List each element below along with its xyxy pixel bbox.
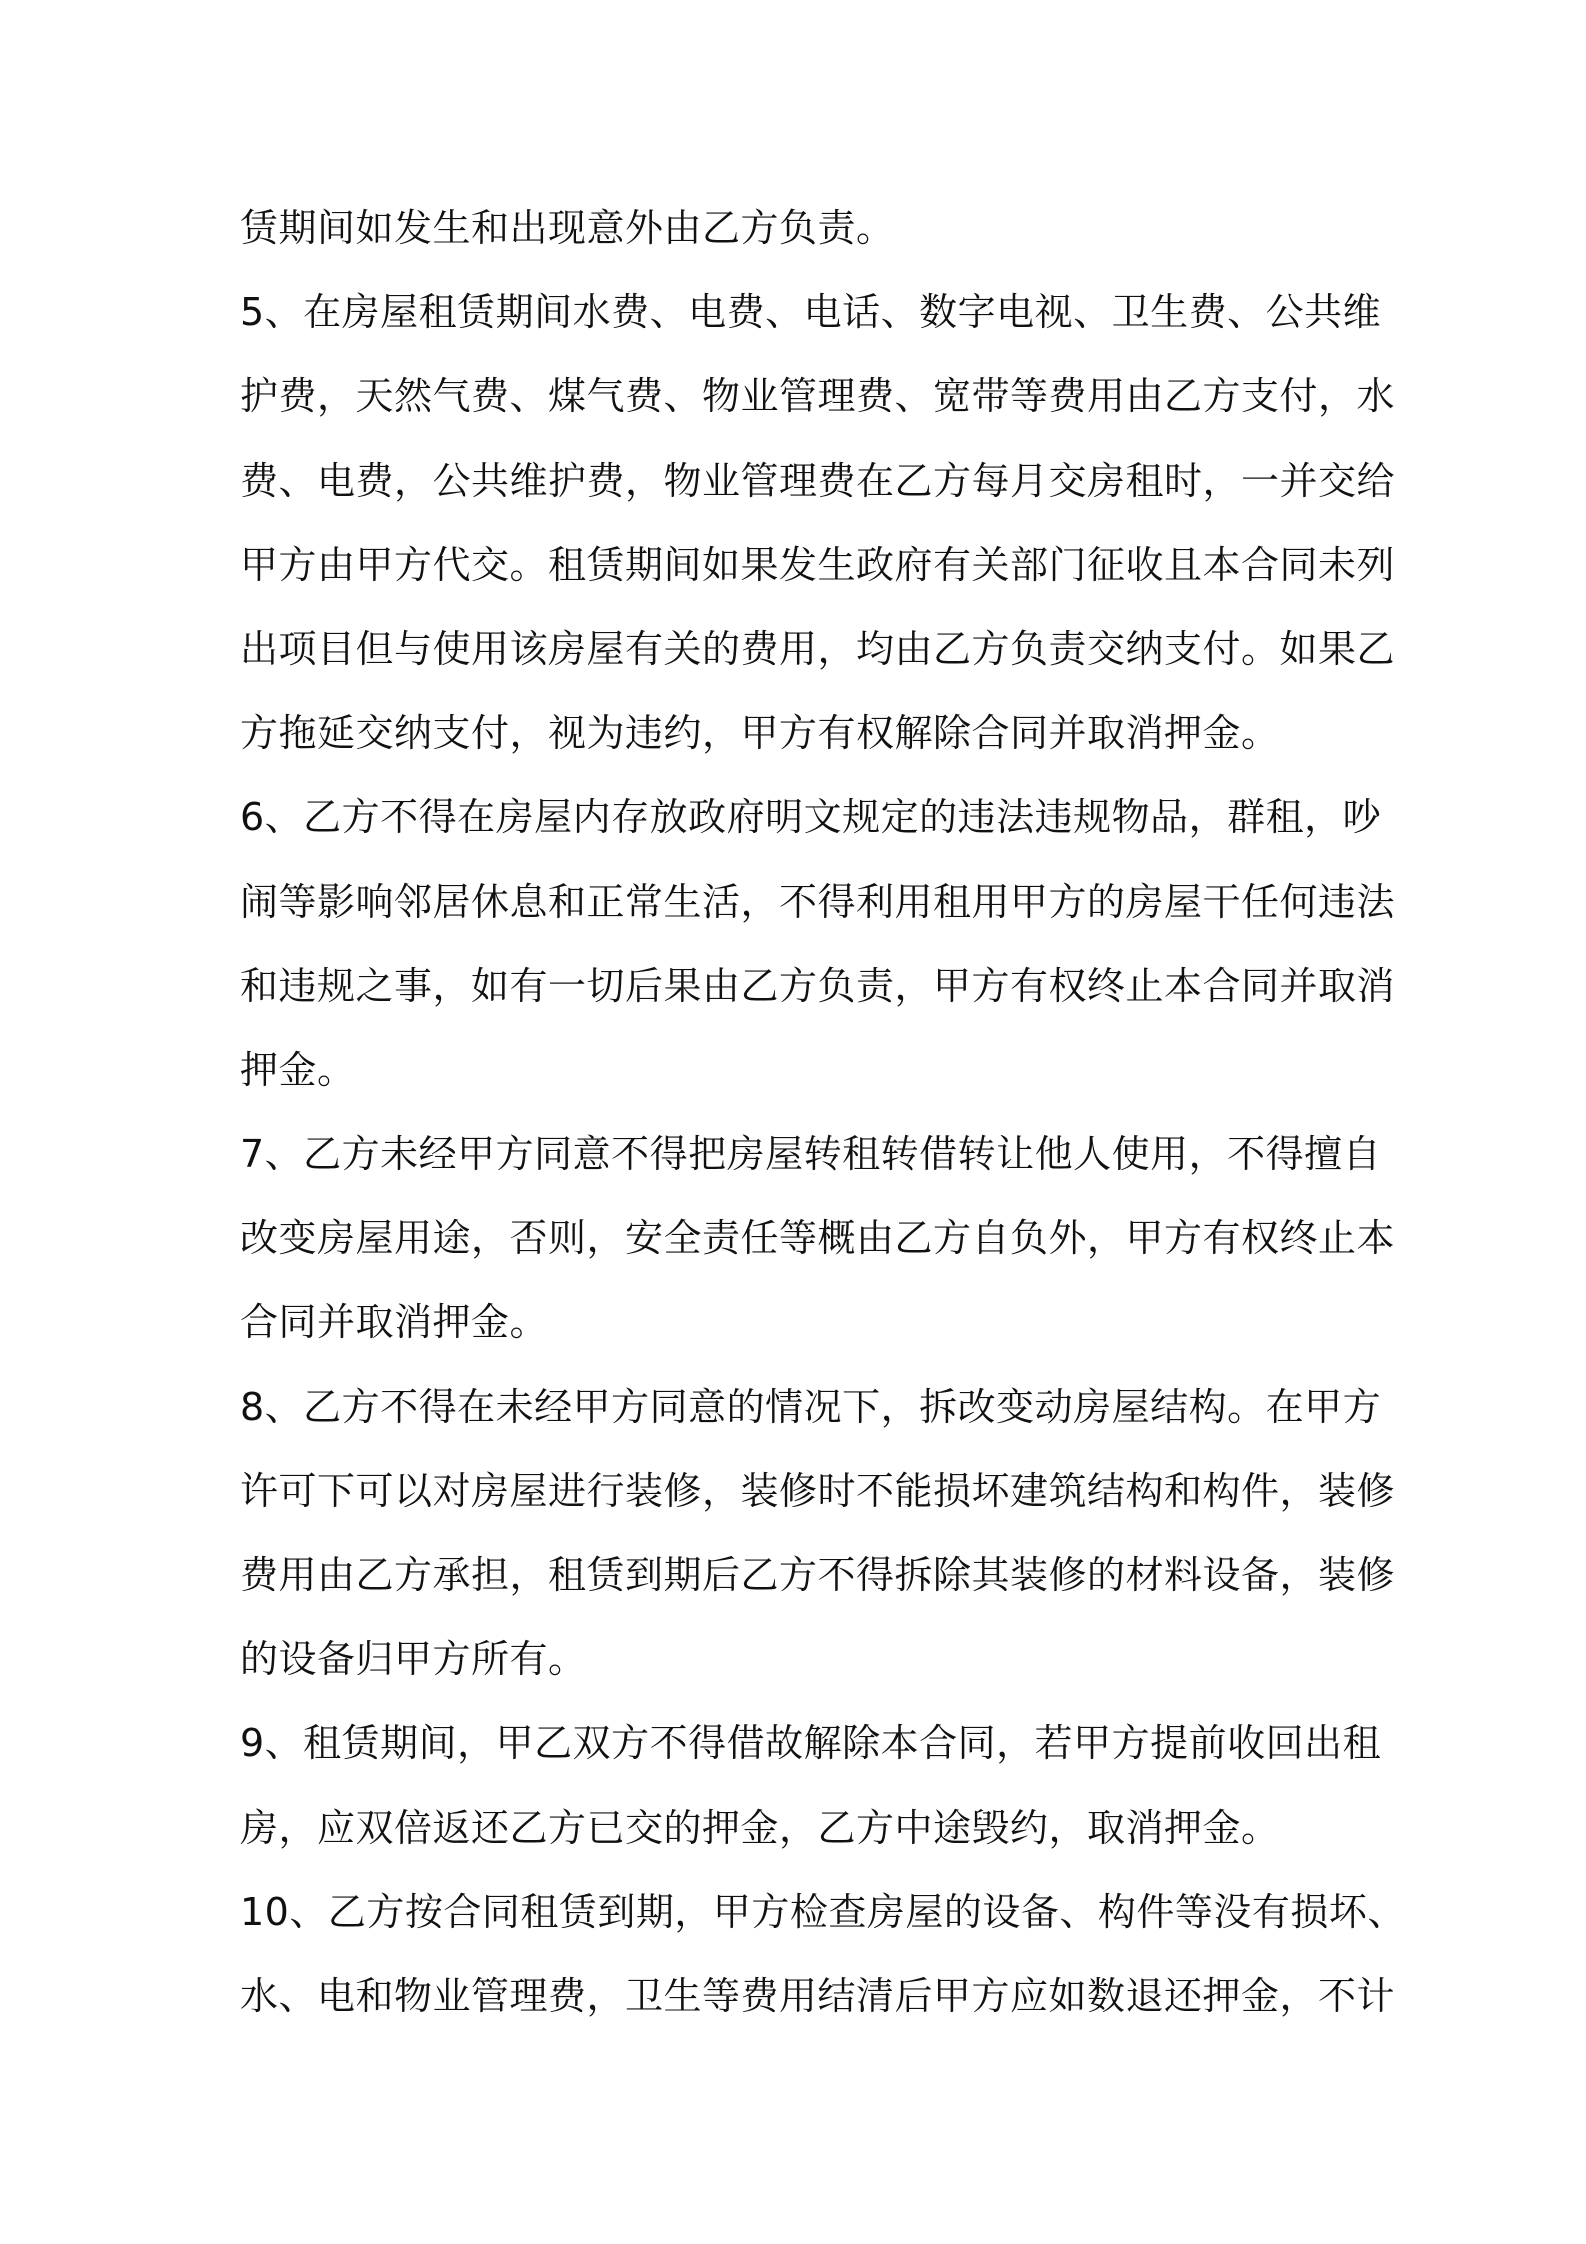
text-line: 和违规之事，如有一切后果由乙方负责，甲方有权终止本合同并取消	[240, 963, 1396, 1008]
text-line: 方拖延交纳支付，视为违约，甲方有权解除合同并取消押金。	[240, 711, 1280, 756]
clause-10-line: 10、乙方按合同租赁到期，甲方检查房屋的设备、构件等没有损坏、	[240, 1889, 1406, 1934]
text-line: 费用由乙方承担，租赁到期后乙方不得拆除其装修的材料设备，装修	[240, 1553, 1396, 1597]
text-line: 出项目但与使用该房屋有关的费用，均由乙方负责交纳支付。如果乙	[240, 626, 1396, 671]
text-line: 的设备归甲方所有。	[240, 1637, 587, 1682]
text-line: 赁期间如发生和出现意外由乙方负责。	[240, 206, 895, 250]
text-line: 护费，天然气费、煤气费、物业管理费、宽带等费用由乙方支付，水	[240, 374, 1396, 419]
text-line: 押金。	[240, 1047, 356, 1092]
text-line: 费、电费，公共维护费，物业管理费在乙方每月交房租时，一并交给	[240, 458, 1396, 503]
text-line: 房，应双倍返还乙方已交的押金，乙方中途毁约，取消押金。	[240, 1805, 1280, 1850]
text-line: 改变房屋用途，否则，安全责任等概由乙方自负外，甲方有权终止本	[240, 1216, 1396, 1261]
text-line: 甲方由甲方代交。租赁期间如果发生政府有关部门征收且本合同未列	[240, 542, 1396, 587]
contract-text	[240, 186, 1406, 2038]
text-line: 闹等影响邻居休息和正常生活，不得利用租用甲方的房屋干任何违法	[240, 879, 1396, 924]
clause-7-line: 7、乙方未经甲方同意不得把房屋转租转借转让他人使用，不得擅自	[240, 1132, 1382, 1177]
clause-5-line: 5、在房屋租赁期间水费、电费、电话、数字电视、卫生费、公共维	[240, 290, 1382, 335]
text-line: 水、电和物业管理费，卫生等费用结清后甲方应如数退还押金，不计	[240, 1973, 1396, 2018]
text-line: 合同并取消押金。	[240, 1300, 549, 1345]
clause-6-line: 6、乙方不得在房屋内存放政府明文规定的违法违规物品，群租，吵	[240, 795, 1382, 840]
clause-9-line: 9、租赁期间，甲乙双方不得借故解除本合同，若甲方提前收回出租	[240, 1721, 1382, 1766]
text-line: 许可下可以对房屋进行装修，装修时不能损坏建筑结构和构件，装修	[240, 1468, 1396, 1513]
clause-8-line: 8、乙方不得在未经甲方同意的情况下，拆改变动房屋结构。在甲方	[240, 1384, 1382, 1429]
